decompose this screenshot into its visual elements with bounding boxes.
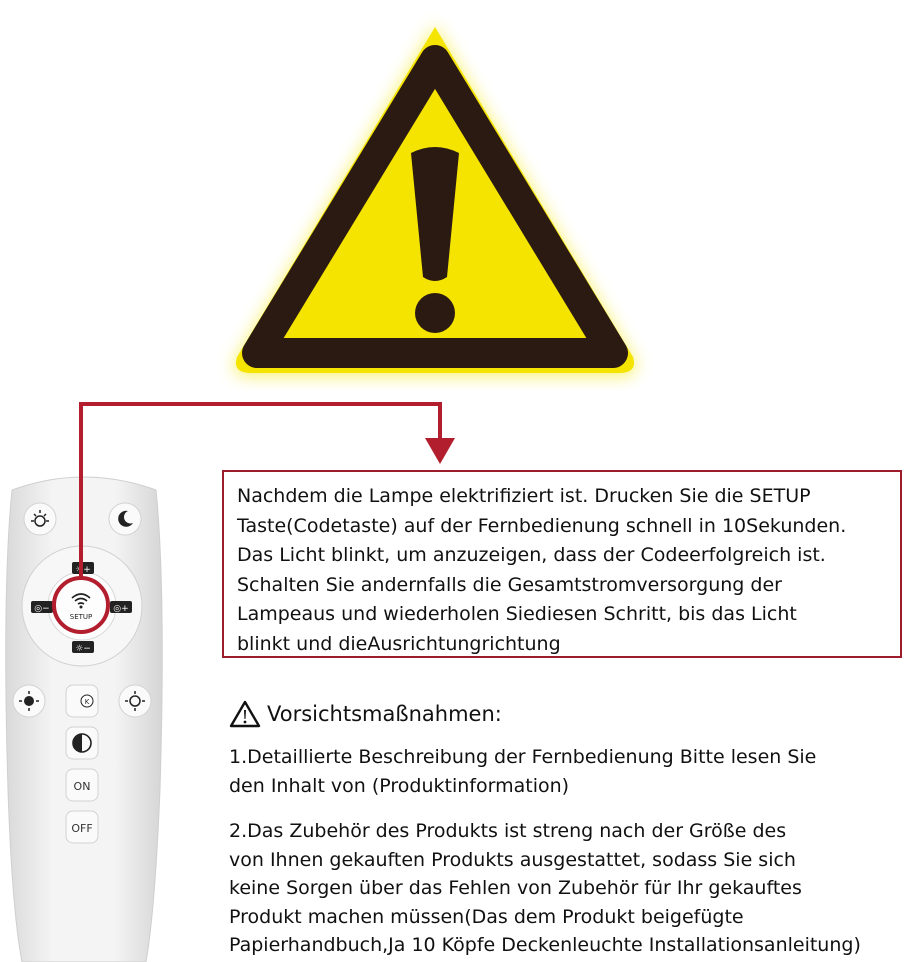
color-temp-up-button[interactable]: [110, 601, 132, 614]
instruction-text: Nachdem die Lampe elektrifiziert ist. Drucken Sie die SETUP Taste(Codetaste) auf der Fernbedienung schnell in 10Sekunden. Das Licht blinkt, um anzuzeigen, dass der Codeerfolgreich ist. Schalten Sie andernfalls die Gesamtstromversorgung der Lampeaus und wiederholen Siediesen Schritt, bis das Licht blinkt und dieAusrichtungrichtung: [237, 485, 847, 655]
night-light-button[interactable]: [13, 685, 45, 717]
svg-text:☼−: ☼−: [75, 644, 91, 654]
light-warm-button[interactable]: [24, 503, 56, 535]
brightness-up-button[interactable]: [72, 562, 94, 575]
off-button[interactable]: [66, 811, 98, 843]
precautions-title: Vorsichtsmaßnahmen:: [267, 702, 502, 726]
half-moon-button[interactable]: [66, 727, 98, 759]
color-temp-down-button[interactable]: [31, 601, 53, 614]
remote-control: [0, 470, 168, 962]
off-label: OFF: [71, 822, 93, 835]
setup-button[interactable]: [54, 578, 108, 632]
on-label: ON: [73, 780, 91, 793]
svg-text:◎−: ◎−: [34, 604, 50, 614]
warning-outline-icon: [229, 700, 261, 728]
svg-text:☼+: ☼+: [75, 565, 91, 575]
k-label: K: [84, 698, 90, 706]
warning-sign-icon: [215, 5, 655, 390]
svg-text:◎+: ◎+: [113, 604, 129, 614]
precaution-item-1: 1.Detaillierte Beschreibung der Fernbedienung Bitte lesen Sie den Inhalt von (Produktinformation): [229, 746, 817, 797]
instruction-box: [222, 470, 902, 658]
precautions-heading: [229, 700, 502, 728]
mode-k-button[interactable]: [66, 685, 98, 717]
night-mode-button[interactable]: [109, 503, 141, 535]
brightness-down-button[interactable]: [72, 641, 94, 654]
light-cool-button[interactable]: [119, 685, 151, 717]
setup-label: SETUP: [69, 613, 93, 621]
precaution-item-2: 2.Das Zubehör des Produkts ist streng nach der Größe des von Ihnen gekauften Produkts ausgestattet, sodass Sie sich keine Sorgen über das Fehlen von Zubehör für Ihr gekauftes Produkt machen müssen(Das dem Produkt beigefügte Papierhandbuch,Ja 10 Köpfe Deckenleuchte Installationsanleitung): [229, 820, 861, 956]
on-button[interactable]: [66, 769, 98, 801]
